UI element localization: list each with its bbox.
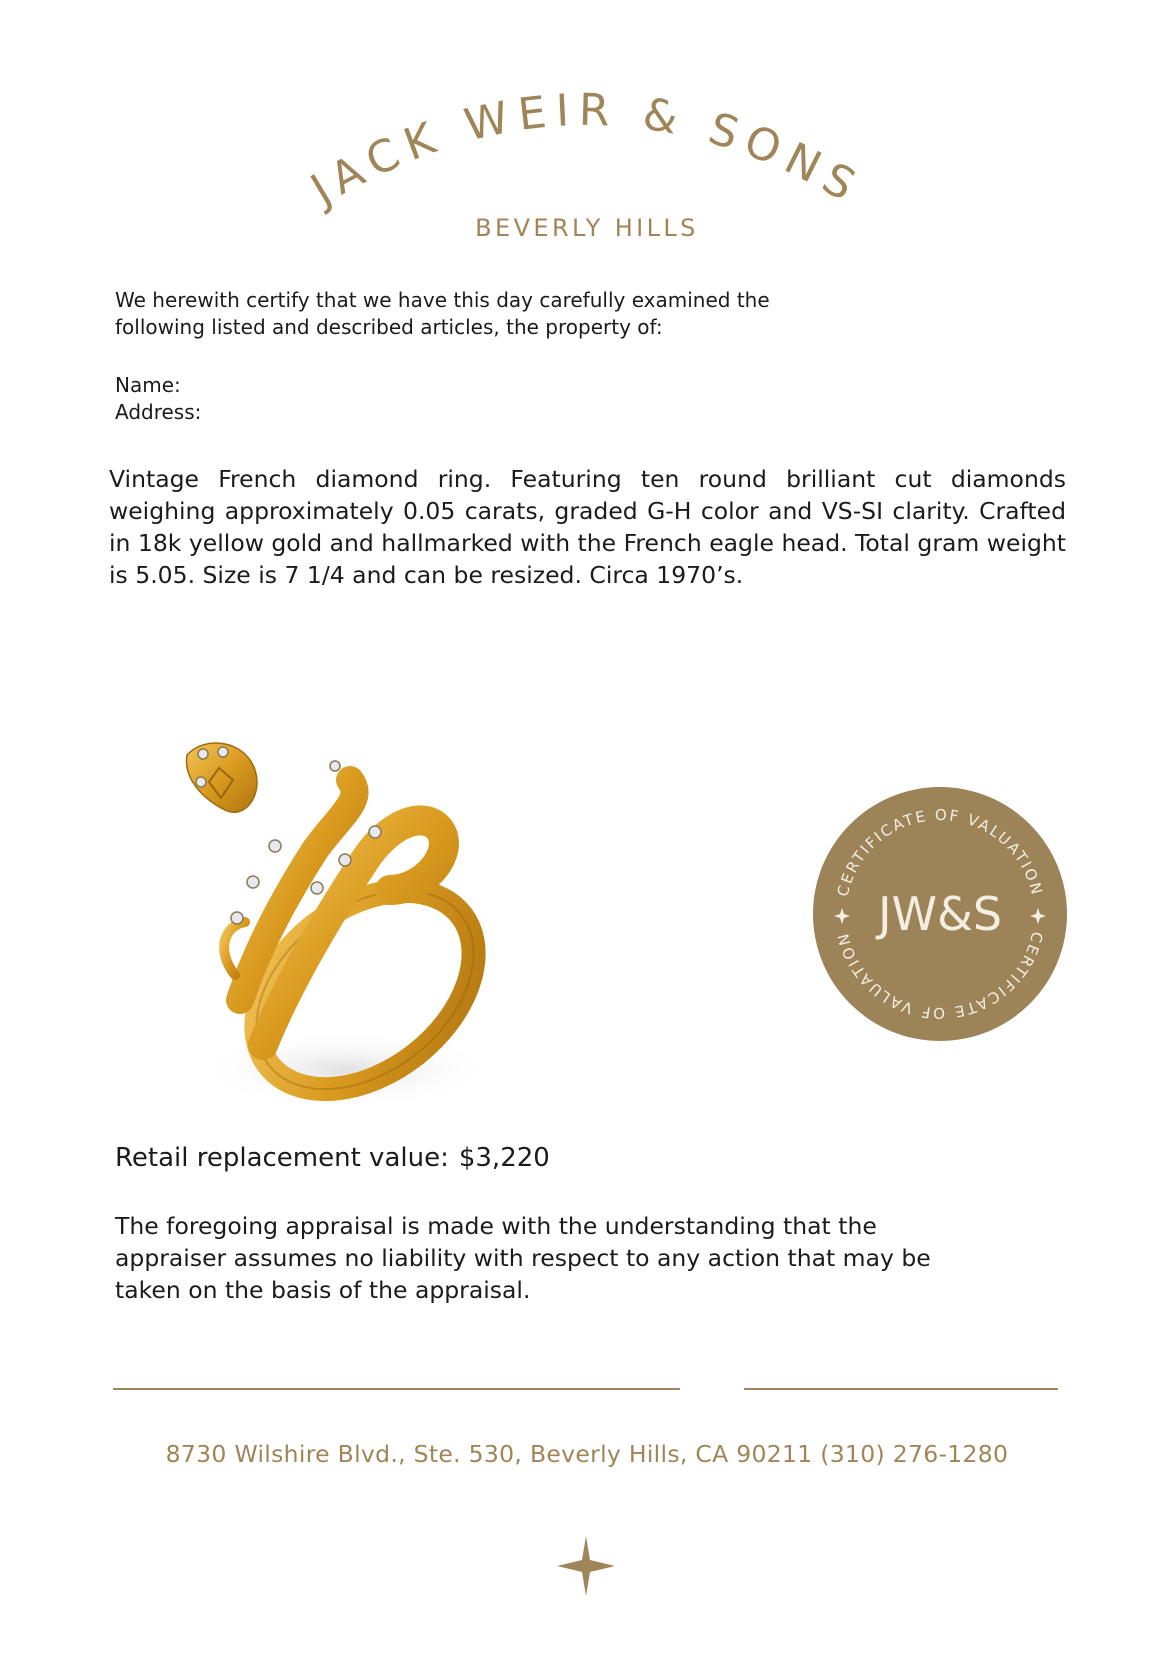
- certification-intro-line1: We herewith certify that we have this day carefully examined the: [115, 288, 770, 312]
- seal-ring-text-bottom: CERTIFICATE OF VALUATION: [833, 929, 1047, 1023]
- certificate-seal: [812, 786, 1068, 1042]
- owner-name-label: Name:: [115, 373, 181, 397]
- star-ornament-icon: [557, 1536, 615, 1596]
- disclaimer-line3: taken on the basis of the appraisal.: [115, 1276, 531, 1304]
- certification-intro: [115, 287, 915, 341]
- disclaimer-line2: appraiser assumes no liability with respect to any action that may be: [115, 1244, 931, 1272]
- item-description: Vintage French diamond ring. Featuring ten round brilliant cut diamonds weighing approximately 0.05 carats, graded G-H color and VS-SI clarity. Crafted in 18k yellow gold and hallmarked with the French eagle head. Total gram weight is 5.05. Size is 7 1/4 and can be resized. Circa 1970’s.: [109, 465, 1066, 589]
- brand-name: [300, 85, 871, 218]
- date-line: [744, 1388, 1058, 1390]
- valuation-label: Retail replacement value:: [115, 1143, 449, 1173]
- signature-line: [113, 1388, 680, 1390]
- valuation-row: [115, 1143, 550, 1173]
- brand-name-path: JACK WEIR & SONS: [302, 84, 872, 216]
- owner-address-label: Address:: [115, 400, 202, 424]
- footer-address: 8730 Wilshire Blvd., Ste. 530, Beverly Hills, CA 90211 (310) 276-1280: [165, 1440, 1009, 1468]
- disclaimer-line1: The foregoing appraisal is made with the understanding that the: [115, 1212, 877, 1240]
- seal-monogram: JW&S: [877, 887, 1003, 941]
- seal-ring-text-top: CERTIFICATE OF VALUATION: [833, 805, 1047, 899]
- brand-location: BEVERLY HILLS: [475, 214, 699, 242]
- appraisal-disclaimer: [115, 1210, 1035, 1306]
- certification-intro-line2: following listed and described articles, the property of:: [115, 315, 663, 339]
- ring-photo: [175, 740, 575, 1120]
- valuation-amount: $3,220: [458, 1143, 550, 1173]
